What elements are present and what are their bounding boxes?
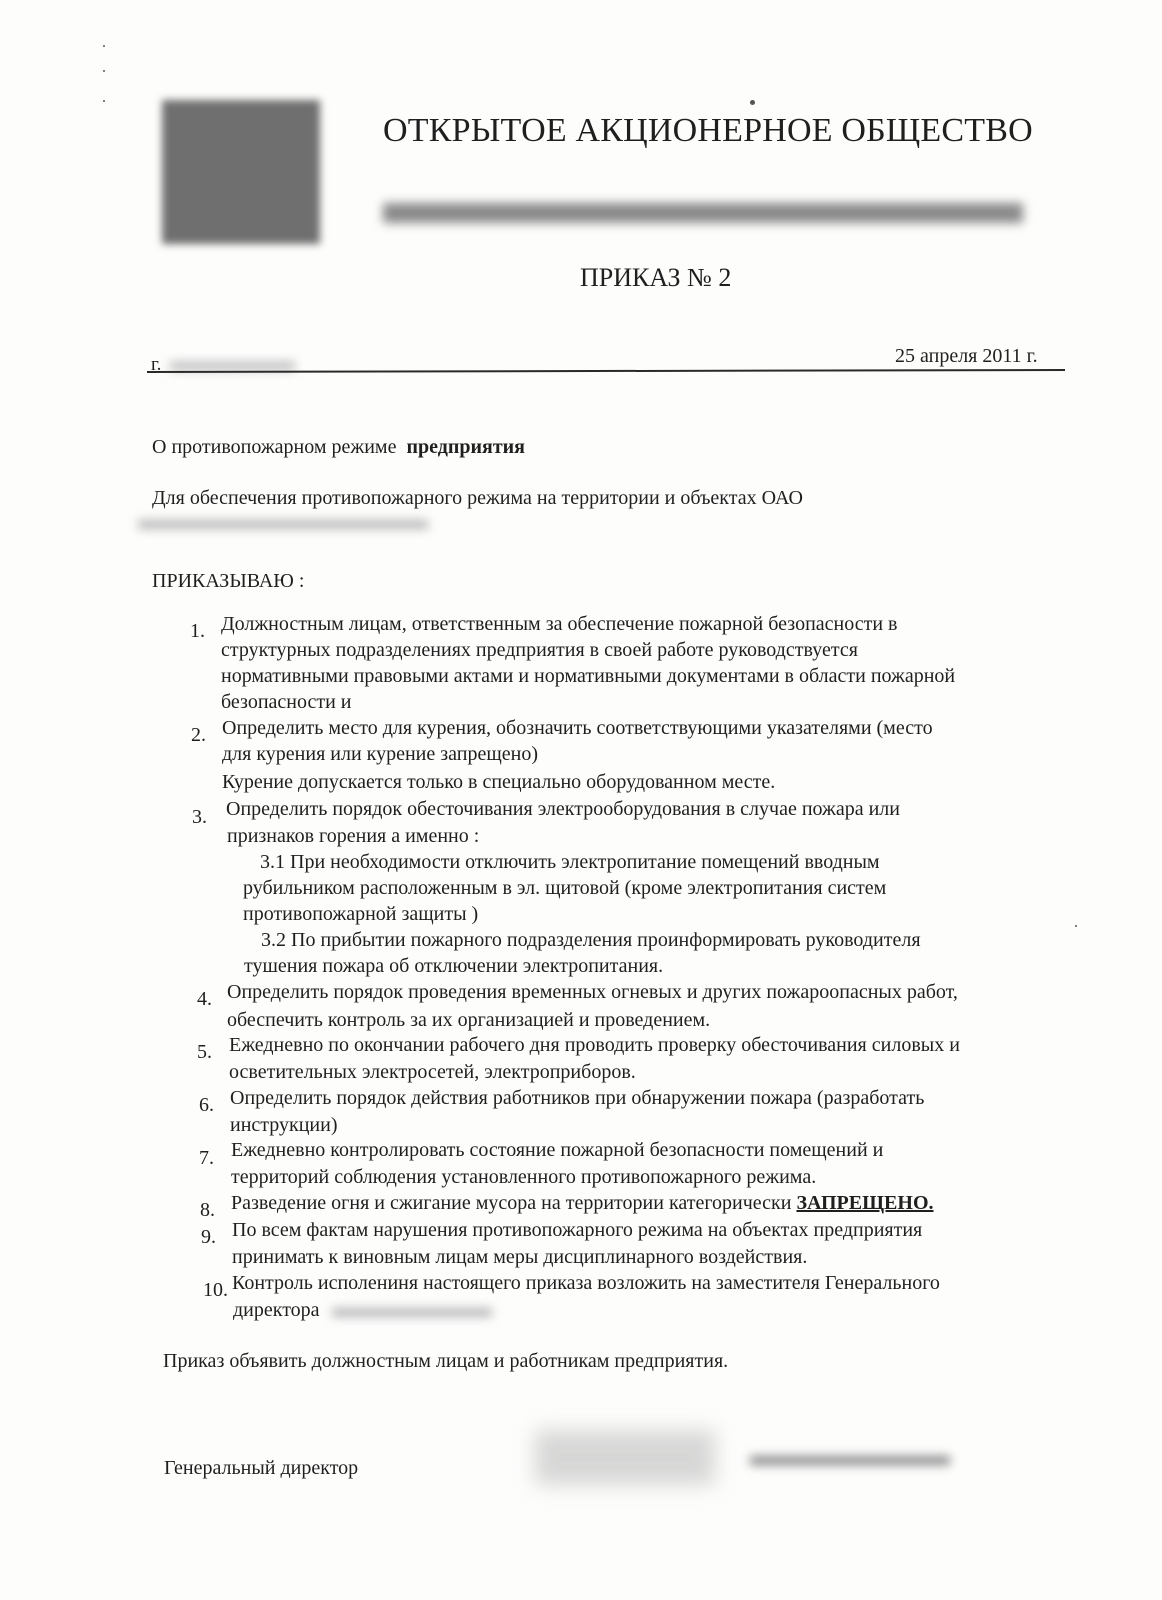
- item-9-line-2: принимать к виновным лицам меры дисциплинарного воздействия.: [232, 1246, 808, 1268]
- item-number: 1.: [190, 620, 205, 642]
- subject-bold: предприятия: [406, 436, 525, 458]
- item-7-line-2: территорий соблюдения установленного противопожарного режима.: [231, 1166, 817, 1188]
- item-number: 5.: [197, 1041, 212, 1063]
- item-6-line-2: инструкции): [230, 1114, 338, 1136]
- scan-speck: [103, 100, 105, 102]
- item-number: 10.: [203, 1279, 228, 1301]
- item-2-line-2: для курения или курение запрещено): [222, 743, 538, 765]
- item-1-line-3: нормативными правовыми актами и нормативными документами в области пожарной: [221, 665, 956, 687]
- item-3-line-1: Определить порядок обесточивания электрооборудования в случае пожара или: [226, 798, 900, 820]
- company-logo-redacted: [162, 100, 320, 244]
- item-10-line-2: директора: [233, 1299, 320, 1321]
- item-3-2-line-1: 3.2 По прибытии пожарного подразделения проинформировать руководителя: [261, 929, 921, 951]
- order-title: ПРИКАЗ № 2: [580, 263, 732, 292]
- order-subject: [152, 436, 525, 459]
- item-3-line-2: признаков горения а именно :: [227, 825, 480, 847]
- item-7-line-1: Ежедневно контролировать состояние пожарной безопасности помещений и: [231, 1139, 884, 1161]
- closing-instruction: Приказ объявить должностным лицам и работникам предприятия.: [163, 1350, 729, 1372]
- signer-title: Генеральный директор: [164, 1457, 359, 1479]
- item-10-line-1: Контроль исполениня настоящего приказа возложить на заместителя Генерального: [232, 1272, 940, 1294]
- item-2-line-1: Определить место для курения, обозначить соответствующими указателями (место: [222, 717, 933, 739]
- item-9-line-1: По всем фактам нарушения противопожарного режима на объектах предприятия: [232, 1219, 923, 1241]
- item-number: 4.: [197, 988, 212, 1010]
- item-8-line-1: [231, 1193, 934, 1213]
- city-prefix: г.: [151, 354, 162, 375]
- deputy-name-redacted: [332, 1308, 492, 1317]
- scan-speck: [103, 45, 105, 47]
- item-3-1-line-1: 3.1 При необходимости отключить электропитание помещений вводным: [260, 851, 880, 873]
- item-3-1-line-3: противопожарной защиты ): [243, 903, 479, 925]
- org-name-redacted: [383, 203, 1023, 223]
- item-4-line-2: обеспечить контроль за их организацией и проведением.: [227, 1009, 711, 1031]
- item-3-1-line-2: рубильником расположенным в эл. щитовой (кроме электропитания систем: [243, 877, 887, 899]
- item-6-line-1: Определить порядок действия работников при обнаружении пожара (разработать: [230, 1087, 925, 1109]
- item-number: 2.: [191, 724, 206, 746]
- scan-speck: [103, 70, 105, 72]
- item-3-2-line-2: тушения пожара об отключении электропитания.: [244, 955, 664, 977]
- company-name-redacted: [138, 520, 428, 529]
- org-title: ОТКРЫТОЕ АКЦИОНЕРНОЕ ОБЩЕСТВО: [383, 112, 1033, 149]
- item-4-line-1: Определить порядок проведения временных огневых и других пожароопасных работ,: [227, 981, 958, 1003]
- item-5-line-1: Ежедневно по окончании рабочего дня проводить проверку обесточивания силовых и: [229, 1034, 960, 1056]
- order-date: 25 апреля 2011 г.: [895, 345, 1038, 367]
- order-word: ПРИКАЗЫВАЮ :: [152, 570, 305, 592]
- item-2-line-3: Курение допускается только в специально оборудованном месте.: [222, 771, 776, 793]
- item-number: 3.: [192, 806, 207, 828]
- scan-speck: [1075, 925, 1077, 927]
- subject-text: О противопожарном режиме: [152, 436, 397, 458]
- item-5-line-2: осветительных электросетей, электроприборов.: [229, 1061, 636, 1083]
- director-name-redacted: [750, 1456, 950, 1465]
- signature-redacted: [535, 1430, 715, 1485]
- item-number: 7.: [199, 1147, 214, 1169]
- item-8-text: Разведение огня и сжигание мусора на территории категорически: [231, 1192, 792, 1214]
- item-number: 8.: [200, 1199, 215, 1221]
- scan-speck: [750, 100, 755, 105]
- order-purpose: Для обеспечения противопожарного режима на территории и объектах ОАО: [152, 487, 803, 509]
- item-number: 9.: [201, 1226, 216, 1248]
- item-1-line-4: безопасности и: [221, 691, 352, 713]
- item-number: 6.: [199, 1094, 214, 1116]
- city-name-redacted: [170, 362, 295, 370]
- item-1-line-2: структурных подразделениях предприятия в своей работе руководствуется: [221, 639, 858, 661]
- prohibited-emphasis: ЗАПРЕЩЕНО.: [796, 1192, 934, 1214]
- item-1-line-1: Должностным лицам, ответственным за обеспечение пожарной безопасности в: [221, 613, 898, 635]
